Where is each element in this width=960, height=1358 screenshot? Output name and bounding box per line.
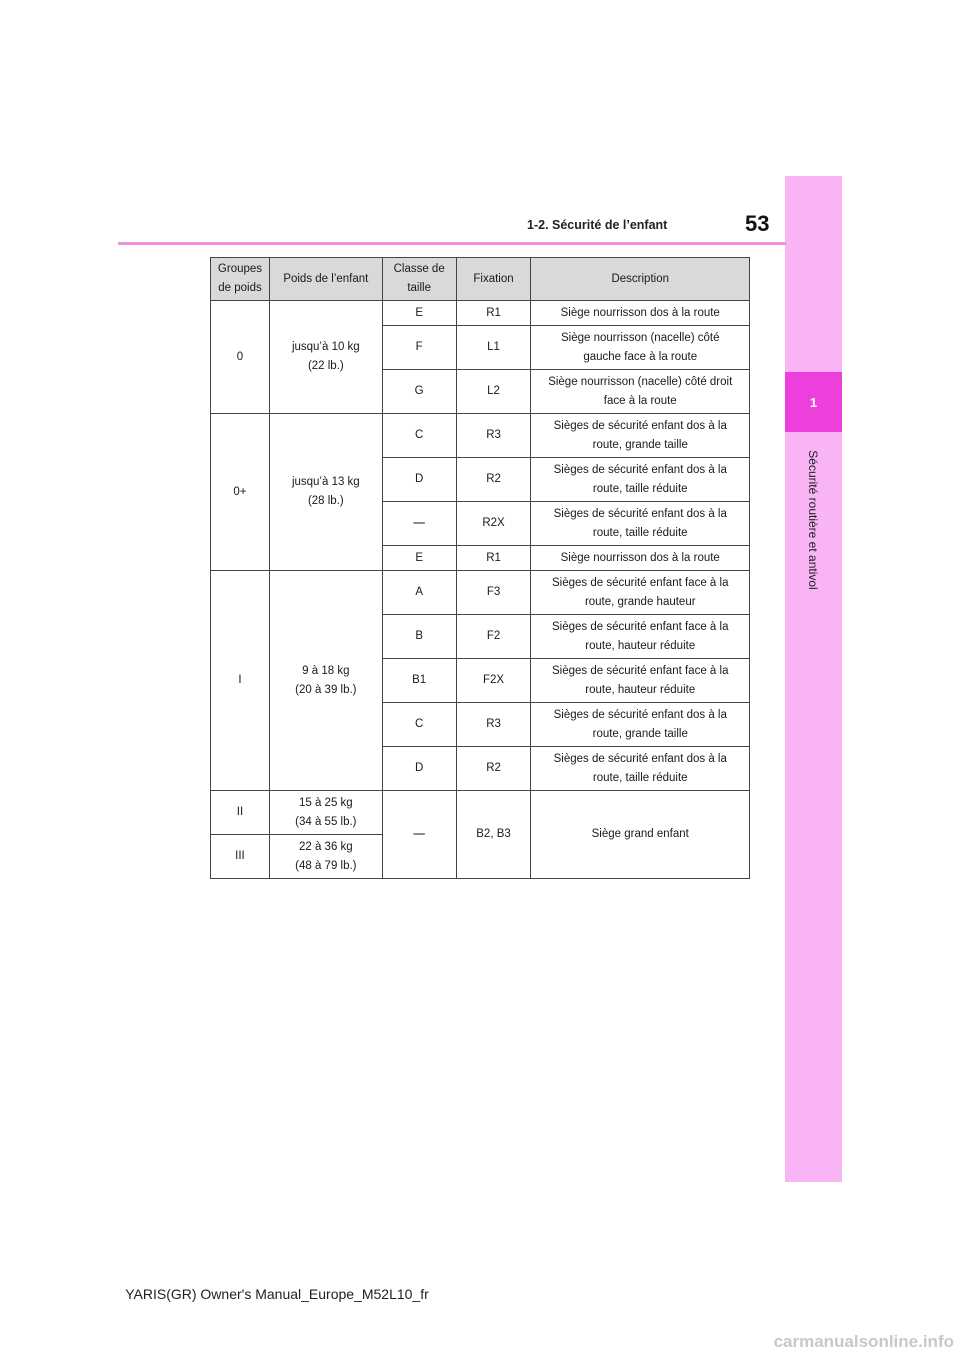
weight-cell: 9 à 18 kg (20 à 39 lb.)	[269, 571, 382, 791]
chapter-number: 1	[809, 394, 818, 410]
weight-cell: 15 à 25 kg (34 à 55 lb.)	[269, 791, 382, 835]
header-weight-group: Groupes de poids	[211, 258, 270, 301]
chapter-side-tab	[785, 176, 842, 1182]
table-row	[211, 571, 750, 615]
table-header-row	[211, 258, 750, 301]
size-class-cell: D	[382, 458, 456, 502]
group-cell: III	[211, 835, 270, 879]
child-seat-size-table	[210, 257, 750, 879]
description-cell: Sièges de sécurité enfant dos à la route, taille réduite	[531, 747, 750, 791]
fixation-cell: R3	[456, 414, 531, 458]
fixation-cell: F3	[456, 571, 531, 615]
size-class-cell: C	[382, 414, 456, 458]
fixation-cell: R2X	[456, 502, 531, 546]
size-class-cell: ⎯⎯	[382, 791, 456, 879]
description-cell: Siège nourrisson (nacelle) côté gauche face à la route	[531, 326, 750, 370]
fixation-cell: B2, B3	[456, 791, 531, 879]
footer-manual-id	[0, 1286, 960, 1302]
size-class-cell: A	[382, 571, 456, 615]
table-row	[211, 414, 750, 458]
size-class-cell: C	[382, 703, 456, 747]
fixation-cell: L1	[456, 326, 531, 370]
table-row	[211, 301, 750, 326]
header-description: Description	[531, 258, 750, 301]
fixation-cell: L2	[456, 370, 531, 414]
fixation-cell: R1	[456, 301, 531, 326]
footer-text: YARIS(GR) Owner's Manual_Europe_M52L10_fr	[125, 1286, 429, 1302]
page-number: 53	[745, 211, 770, 236]
weight-cell: jusqu’à 10 kg (22 lb.)	[269, 301, 382, 414]
description-cell: Sièges de sécurité enfant dos à la route, grande taille	[531, 414, 750, 458]
chapter-title-vertical: Sécurité routière et antivol	[806, 450, 820, 590]
header-child-weight: Poids de l’enfant	[269, 258, 382, 301]
header-rule	[118, 242, 786, 245]
size-class-cell: E	[382, 301, 456, 326]
header-fixation: Fixation	[456, 258, 531, 301]
group-cell: I	[211, 571, 270, 791]
weight-cell: jusqu’à 13 kg (28 lb.)	[269, 414, 382, 571]
weight-cell: 22 à 36 kg (48 à 79 lb.)	[269, 835, 382, 879]
size-class-cell: B1	[382, 659, 456, 703]
size-class-cell: G	[382, 370, 456, 414]
description-cell: Siège grand enfant	[531, 791, 750, 879]
size-class-cell: D	[382, 747, 456, 791]
size-class-cell: F	[382, 326, 456, 370]
section-title: 1-2. Sécurité de l’enfant	[527, 218, 668, 232]
size-class-cell: B	[382, 615, 456, 659]
fixation-cell: R2	[456, 747, 531, 791]
description-cell: Sièges de sécurité enfant dos à la route, taille réduite	[531, 502, 750, 546]
description-cell: Sièges de sécurité enfant dos à la route, grande taille	[531, 703, 750, 747]
fixation-cell: R2	[456, 458, 531, 502]
header-size-class: Classe de taille	[382, 258, 456, 301]
description-cell: Siège nourrisson dos à la route	[531, 301, 750, 326]
fixation-cell: R3	[456, 703, 531, 747]
description-cell: Sièges de sécurité enfant face à la route, grande hauteur	[531, 571, 750, 615]
description-cell: Siège nourrisson dos à la route	[531, 546, 750, 571]
fixation-cell: F2X	[456, 659, 531, 703]
description-cell: Sièges de sécurité enfant face à la route, hauteur réduite	[531, 659, 750, 703]
watermark: carmanualsonline.info	[773, 1332, 954, 1351]
chapter-number-tab	[785, 372, 842, 432]
table-row	[211, 791, 750, 835]
description-cell: Siège nourrisson (nacelle) côté droit face à la route	[531, 370, 750, 414]
size-class-cell: E	[382, 546, 456, 571]
group-cell: 0	[211, 301, 270, 414]
fixation-cell: R1	[456, 546, 531, 571]
fixation-cell: F2	[456, 615, 531, 659]
group-cell: 0+	[211, 414, 270, 571]
description-cell: Sièges de sécurité enfant face à la route, hauteur réduite	[531, 615, 750, 659]
size-class-cell: ⎯⎯	[382, 502, 456, 546]
group-cell: II	[211, 791, 270, 835]
description-cell: Sièges de sécurité enfant dos à la route, taille réduite	[531, 458, 750, 502]
